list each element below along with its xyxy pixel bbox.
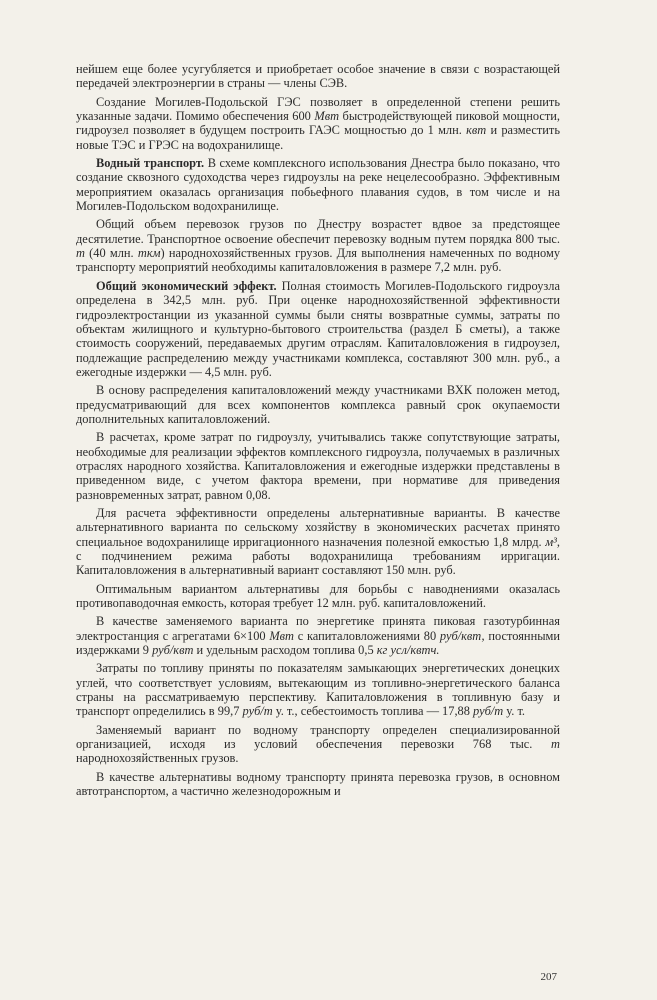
text-span: Общий объем перевозок грузов по Днестру возрастет вдвое за предстоящее десятилетие. Транспортное освоение обеспечит перевозку водным путем порядка 800 тыс. xyxy=(76,217,560,246)
page-number: 207 xyxy=(540,971,557,983)
paragraph xyxy=(76,506,560,578)
paragraph xyxy=(76,217,560,274)
unit-text: Мвт xyxy=(269,628,294,643)
body-text xyxy=(76,62,560,799)
text-span: В основу распределения капиталовложений между участниками ВХК положен метод, предусматривающий для всех компонентов комплекса равный срок окупаемости дополнительных капиталовложений. xyxy=(76,383,560,426)
text-span: Полная стоимость Могилев-Подольского гидроузла определена в 342,5 млн. руб. При оценке народнохозяйственной эффективности гидроэлектростанции из указанной суммы были сняты возвратные суммы, затраты по объектам жилищного и культурно-бытового строительства (раздел Б сметы), а также стоимость сооружений, передаваемых другим отраслям. Капиталовложения в гидроузел, подлежащие распределению между участниками комплекса, составляют 300 млн. руб., а ежегодные издержки — 4,5 млн. руб. xyxy=(76,278,560,379)
unit-text: ткм xyxy=(137,246,161,261)
text-span: с капиталовложениями 80 xyxy=(294,628,440,643)
text-span: у. т. xyxy=(503,704,526,719)
unit-text: т xyxy=(76,246,85,261)
text-span: народнохозяйственных грузов. xyxy=(76,751,239,766)
text-span: В расчетах, кроме затрат по гидроузлу, учитывались также сопутствующие затраты, необходимые для реализации эффектов комплексного гидроузла, получаемых в различных отраслях народного хозяйства. Капиталовложения и ежегодные издержки представлены в приведенном виде, с учетом фактора времени, при нормативе для приведения разновременных затрат, равном 0,08. xyxy=(76,430,560,502)
text-span: и удельным расходом топлива 0,5 xyxy=(193,643,377,658)
unit-text: Мвт xyxy=(314,109,340,124)
paragraph xyxy=(76,62,560,91)
unit-text: руб/т xyxy=(473,704,504,719)
text-span: В схеме комплексного использования Днестра было показано, что создание сквозного судоходства через гидроузлы на реке нецелесообразно. Эффективным мероприятием оказалась организация побьефного плавания судов, в том числе и на Могилев-Подольском водохранилище. xyxy=(76,156,560,214)
paragraph xyxy=(76,95,560,152)
paragraph xyxy=(76,383,560,426)
text-span: и разместить новые ТЭС и ГРЭС на водохранилище. xyxy=(76,123,560,152)
section-heading: Водный транспорт. xyxy=(96,156,205,171)
paragraph xyxy=(76,770,560,799)
text-span: нейшем еще более усугубляется и приобретает особое значение в связи с возрастающей передачей электроэнергии в страны — члены СЭВ. xyxy=(76,62,560,91)
unit-text: руб/квт, xyxy=(439,628,485,643)
paragraph xyxy=(76,614,560,657)
paragraph xyxy=(76,430,560,502)
unit-text: т xyxy=(551,737,560,752)
unit-text: м³ xyxy=(545,534,557,549)
unit-text: руб/квт xyxy=(152,643,194,658)
text-span: (40 млн. xyxy=(84,246,138,261)
text-span: быстродействующей пиковой мощности, гидроузел позволяет в будущем построить ГАЭС мощностью до 1 млн. xyxy=(76,109,560,138)
text-span: , с подчинением режима работы водохранилища требованиям ирригации. Капиталовложения в альтернативный вариант составляют 150 млн. руб. xyxy=(76,534,560,578)
text-span: Создание Могилев-Подольской ГЭС позволяет в определенной степени решить указанные задачи. Помимо обеспечения 600 xyxy=(76,94,560,124)
text-span: Заменяемый вариант по водному транспорту определен специализированной организацией, исходя из условий обеспечения перевозки 768 тыс. xyxy=(76,722,560,752)
unit-text: квт xyxy=(466,123,487,138)
text-span: Оптимальным вариантом альтернативы для борьбы с наводнениями оказалась противопаводочная емкость, которая требует 12 млн. руб. капиталовложений. xyxy=(76,581,560,611)
paragraph xyxy=(76,723,560,766)
paragraph xyxy=(76,661,560,718)
section-paragraph-water-transport xyxy=(76,156,560,213)
unit-text: кг усл/квтч. xyxy=(376,643,440,658)
text-span: постоянными издержками 9 xyxy=(76,628,560,658)
text-span: у. т., себестоимость топлива — 17,88 xyxy=(272,704,474,719)
text-span: ) народнохозяйственных грузов. Для выполнения намеченных по водному транспорту мероприятий необходимы капиталовложения в размере 7,2 млн. руб. xyxy=(76,246,561,275)
section-heading: Общий экономический эффект. xyxy=(96,278,277,293)
text-span: Для расчета эффективности определены альтернативные варианты. В качестве альтернативного варианта по сельскому хозяйству в экономических расчетах принято специальное водохранилище ирригационного назначения полезной емкостью 1,8 млрд. xyxy=(76,505,560,549)
unit-text: руб/т xyxy=(242,704,273,719)
text-span: В качестве альтернативы водному транспорту принята перевозка грузов, в основном автотранспортом, а частично железнодорожным и xyxy=(76,769,560,799)
section-paragraph-economic-effect xyxy=(76,279,560,379)
paragraph xyxy=(76,582,560,611)
text-span: Затраты по топливу приняты по показателям замыкающих энергетических донецких углей, что соответствует условиям, вытекающим из топливно-энергетического баланса страны на рассматриваемую перспективу. Капиталовложения в топливную базу и транспорт определились в 99,7 xyxy=(76,661,560,719)
text-span: В качестве заменяемого варианта по энергетике принята пиковая газотурбинная электростанция с агрегатами 6×100 xyxy=(76,614,560,643)
